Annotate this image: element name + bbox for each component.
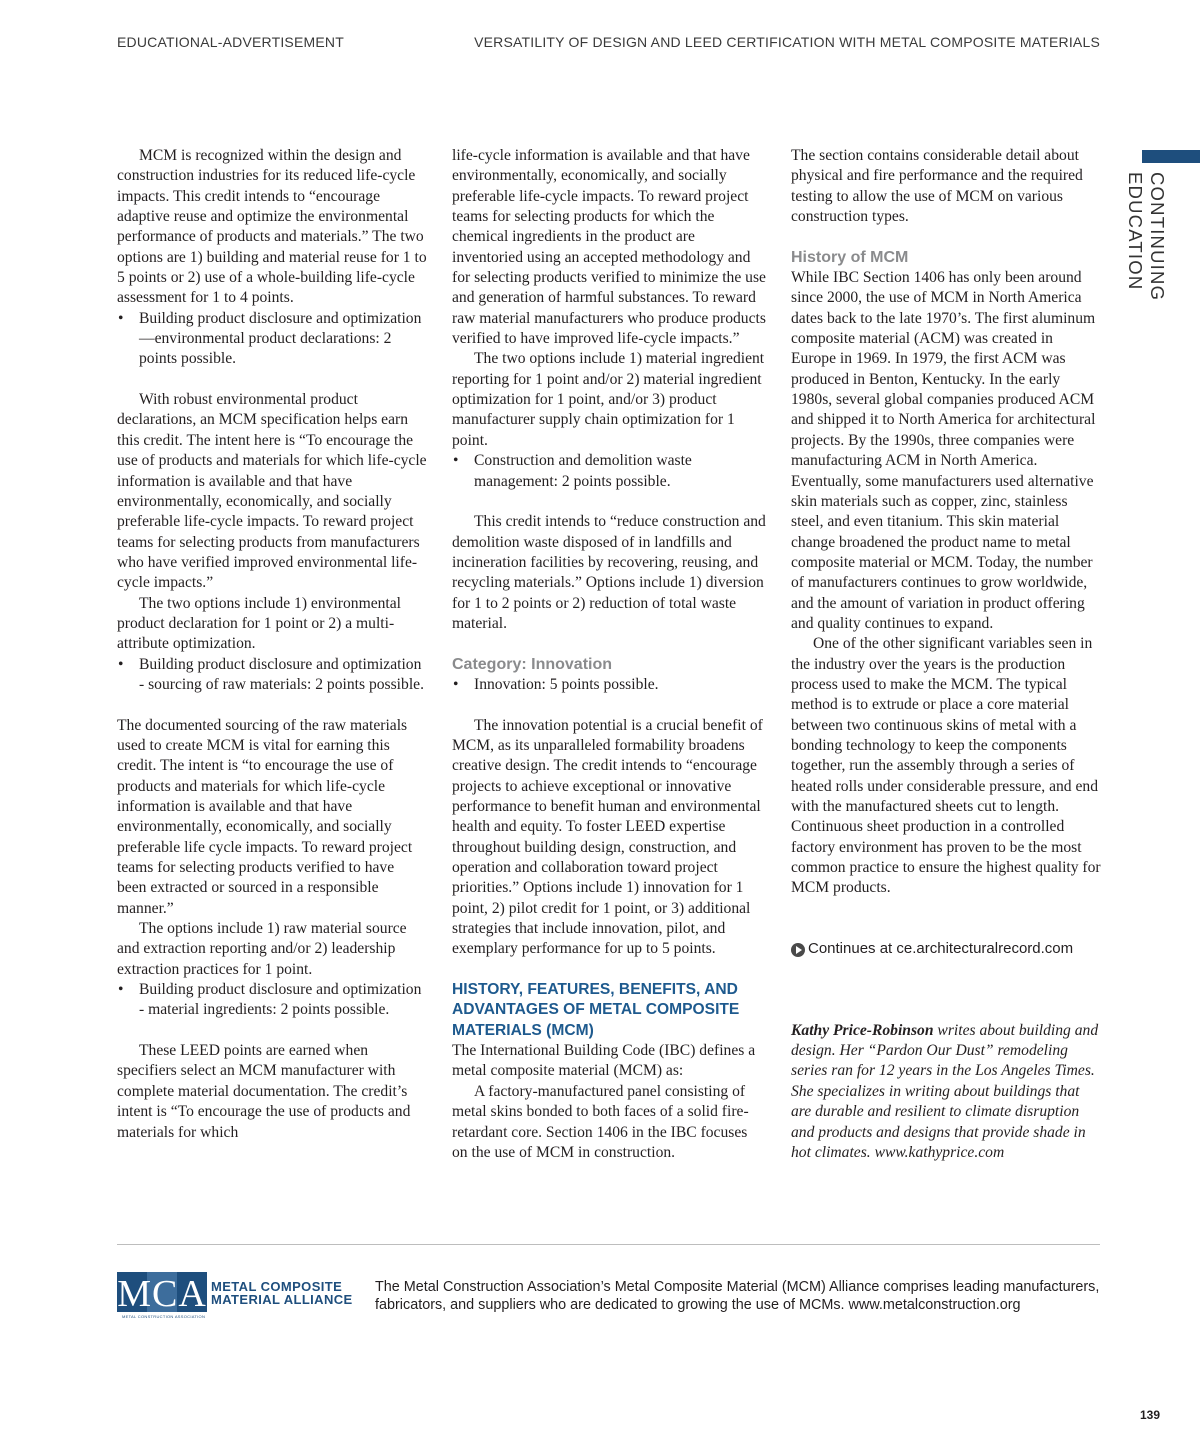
footer-description: The Metal Construction Association’s Metal Composite Material (MCM) Alliance comprises leading manufacturers, fabricators, and suppliers who are dedicated to growing the use of MCMs. www.metalconstruction.org	[375, 1279, 1100, 1313]
bullet-item	[117, 309, 427, 370]
paragraph: One of the other significant variables seen in the industry over the years is the production process used to make the MCM. The typical method is to extrude or place a core material between two continuous skins of metal with a bonding technology to keep the components together, run the assembly through a series of heated rolls under considerable pressure, and end with the manufactured sheets cut to length. Continuous sheet production in a controlled factory environment has proven to be the most common practice to ensure the highest quality for MCM products.	[791, 635, 1101, 897]
bullet-text: Building product disclosure and optimization—environmental product declarations: 2 points possible.	[139, 309, 422, 368]
running-header-left: EDUCATIONAL-ADVERTISEMENT	[117, 34, 344, 50]
logo-caption: METAL CONSTRUCTION ASSOCIATION	[122, 1314, 206, 1319]
author-bio	[791, 1021, 1101, 1163]
subheading: Category: Innovation	[452, 655, 613, 673]
bullet-icon: •	[453, 452, 459, 470]
paragraph: The documented sourcing of the raw materials used to create MCM is vital for earning this credit. The intent is “to encourage the use of products and materials for which life-cycle information is available and that have environmentally, economically, and socially preferable life cycle impacts. To reward project teams for selecting products verified to have been extracted or sourced in a responsible manner.”	[117, 716, 413, 917]
subheading: History of MCM	[791, 248, 909, 266]
paragraph: These LEED points are earned when specifiers select an MCM manufacturer with complete material documentation. The credit’s intent is “To encourage the use of products and materials for which	[117, 1042, 411, 1141]
bullet-icon: •	[118, 309, 124, 327]
mca-logo-mark	[117, 1272, 207, 1312]
paragraph: MCM is recognized within the design and construction industries for its reduced life-cycle impacts. This credit intends to “encourage adaptive reuse and optimize the environmental performance of products and materials.” The two options are 1) building and material reuse for 1 to 5 points or 2) use of a whole-building life-cycle assessment for 1 to 4 points.	[117, 147, 427, 307]
bullet-icon: •	[118, 655, 124, 673]
paragraph: The two options include 1) material ingredient reporting for 1 point and/or 2) material ingredient optimization for 1 point, and/or 3) product manufacturer supply chain optimization for 1 point.	[452, 350, 765, 449]
paragraph: A factory-manufactured panel consisting of metal skins bonded to both faces of a solid fire-retardant core. Section 1406 in the IBC focuses on the use of MCM in construction.	[452, 1082, 749, 1161]
continues-link[interactable]	[791, 939, 1101, 959]
bullet-item	[452, 675, 766, 695]
paragraph: The section contains considerable detail about physical and fire performance and the required testing to allow the use of MCM on various construction types.	[791, 147, 1083, 226]
article-column-3	[791, 146, 1101, 1163]
footer-divider	[117, 1244, 1100, 1245]
running-header-title: VERSATILITY OF DESIGN AND LEED CERTIFICATION WITH METAL COMPOSITE MATERIALS	[474, 34, 1100, 50]
bullet-icon: •	[118, 981, 124, 999]
mca-logo	[117, 1272, 367, 1320]
bullet-item	[452, 451, 766, 492]
continues-text: Continues at ce.architecturalrecord.com	[808, 940, 1074, 958]
article-column-2	[452, 146, 766, 1163]
author-bio-text: writes about building and design. Her “Pardon Our Dust” remodeling series ran for 12 years in the Los Angeles Times. She specializes in writing about buildings that are durable and resilient to climate disruption and products and designs that provide shade in hot climates. www.kathyprice.com	[791, 1021, 1099, 1161]
paragraph: With robust environmental product declarations, an MCM specification helps earn this credit. The intent here is “To encourage the use of products and materials for which life-cycle information is available and that have environmentally, economically, and socially preferable life-cycle impacts. To reward project teams for selecting products from manufacturers who have verified improved environmental life-cycle impacts.”	[117, 391, 427, 592]
bullet-item	[117, 655, 427, 696]
bullet-text: Construction and demolition waste management: 2 points possible.	[474, 452, 692, 490]
paragraph: While IBC Section 1406 has only been around since 2000, the use of MCM in North America dates back to the late 1970’s. The first aluminum composite material (ACM) was created in Europe in 1969. In 1979, the first ACM was produced in Benton, Kentucky. In the early 1980s, several global companies produced ACM and shipped it to North America for architectural projects. By the 1990s, three companies were manufacturing ACM in North America. Eventually, some manufacturers used alternative skin materials such as copper, zinc, stainless steel, and even titanium. This skin material change broadened the product name to metal composite material or MCM. Today, the number of manufacturers continues to grow worldwide, and the amount of variation in product offering and quality continues to expand.	[791, 269, 1096, 632]
paragraph: The innovation potential is a crucial benefit of MCM, as its unparalleled formability broadens creative design. The credit intends to “encourage projects to achieve exceptional or innovative performance to benefit human and environmental health and equity. To foster LEED expertise throughout building design, construction, and operation and collaboration toward project priorities.” Options include 1) innovation for 1 point, 2) pilot credit for 1 point, or 3) additional strategies that include innovation, pilot, and exemplary performance for up to 5 points.	[452, 716, 763, 958]
paragraph: The International Building Code (IBC) defines a metal composite material (MCM) as:	[452, 1042, 756, 1080]
logo-name-line-2: MATERIAL ALLIANCE	[211, 1292, 353, 1307]
logo-name-line-1: METAL COMPOSITE	[211, 1279, 343, 1294]
bullet-text: Innovation: 5 points possible.	[474, 675, 659, 693]
paragraph: The two options include 1) environmental product declaration for 1 point or 2) a multi-attribute optimization.	[117, 594, 402, 653]
section-heading: HISTORY, FEATURES, BENEFITS, AND ADVANTAGES OF METAL COMPOSITE MATERIALS (MCM)	[452, 981, 740, 1039]
paragraph: This credit intends to “reduce construction and demolition waste disposed of in landfills and incineration facilities by recovering, reusing, and recycling materials.” Options include 1) diversion for 1 to 2 points or 2) reduction of total waste material.	[452, 513, 766, 632]
logo-name	[211, 1280, 353, 1306]
section-tab-bar	[1142, 150, 1200, 163]
paragraph: The options include 1) raw material source and extraction reporting and/or 2) leadership extraction practices for 1 point.	[117, 920, 407, 978]
play-arrow-icon	[791, 943, 805, 957]
bullet-text: Building product disclosure and optimization - material ingredients: 2 points possible.	[139, 981, 422, 1019]
page-number: 139	[1139, 1408, 1160, 1422]
paragraph: life-cycle information is available and that have environmentally, economically, and socially preferable life-cycle impacts. To reward project teams for selecting products for which the chemical ingredients in the product are inventoried using an accepted methodology and for selecting products verified to minimize the use and generation of harmful substances. To reward raw material manufacturers who produce products verified to have improved life-cycle impacts.”	[452, 147, 766, 348]
section-tab-label: CONTINUING EDUCATION	[1125, 172, 1168, 302]
bullet-text: Building product disclosure and optimization - sourcing of raw materials: 2 points possible.	[139, 655, 424, 693]
bullet-icon: •	[453, 675, 459, 693]
article-column-1	[117, 146, 427, 1143]
bullet-item	[117, 980, 427, 1021]
logo-letters: MCA	[117, 1273, 207, 1312]
author-name: Kathy Price-Robinson	[791, 1021, 934, 1039]
